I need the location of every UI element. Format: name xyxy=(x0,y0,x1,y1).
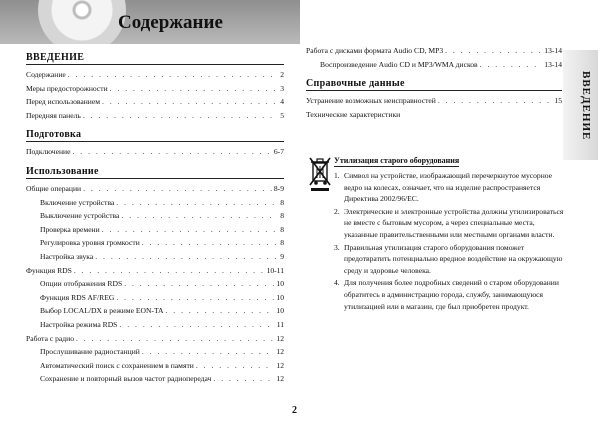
list-item: 2. Электрические и электронные устройства должны утилизироваться не вместе с бытовым мусором, а через специальные места, указанные правительственными или местными органами власти. xyxy=(334,206,566,241)
disc-graphic xyxy=(38,0,126,44)
toc-entry-label: Регулировка уровня громкости xyxy=(40,238,140,248)
leader-dots xyxy=(116,198,278,207)
toc-entry-label: Функция RDS AF/REG xyxy=(40,292,115,302)
toc-subentry[interactable] xyxy=(26,293,284,307)
toc-entry-label: Прослушивание радиостанций xyxy=(40,347,140,357)
toc-entry-page: 12 xyxy=(276,374,284,384)
toc-entry-page: 12 xyxy=(276,333,284,343)
leader-dots xyxy=(68,70,278,79)
toc-entry[interactable] xyxy=(306,96,562,110)
leader-dots xyxy=(102,97,278,106)
toc-entry-label: Содержание xyxy=(26,70,66,79)
toc-entry-page: 5 xyxy=(280,110,284,120)
toc-entry[interactable] xyxy=(26,70,284,84)
toc-entry-page: 13-14 xyxy=(544,59,562,69)
toc-entry-page: 2 xyxy=(280,70,284,79)
leader-dots xyxy=(83,111,278,120)
toc-entry-page: 13-14 xyxy=(544,46,562,55)
toc-entry-label: Общие операции xyxy=(26,183,82,193)
page-number: 2 xyxy=(292,405,297,416)
toc-entry-label: Подключение xyxy=(26,147,71,157)
toc-entry-page: 15 xyxy=(554,96,562,106)
toc-entry-label: Функция RDS xyxy=(26,265,72,275)
recycling-text: Для получения более подробных сведений о старом оборудовании обратитесь в администрацию города, службу, занимающуюся утилизацией или в магазин, где был приобретен продукт. xyxy=(344,278,559,311)
toc-entry[interactable] xyxy=(26,97,284,111)
toc-entry-label: Выключение устройства xyxy=(40,211,120,221)
page-title: Содержание xyxy=(118,12,223,33)
recycling-text: Символ на устройстве, изображающий перечеркнутое мусорное ведро на колесах, означает, что на изделие распространяется Директива 2002/96/EC. xyxy=(344,171,553,204)
toc-entry-label: Передняя панель xyxy=(26,110,81,120)
toc-subentry[interactable] xyxy=(26,252,284,266)
toc-entry-label: Меры предосторожности xyxy=(26,83,108,93)
toc-entry[interactable] xyxy=(306,46,562,60)
toc-entry-page: 8 xyxy=(280,211,284,221)
leader-dots xyxy=(116,293,274,302)
toc-entry-page: 8 xyxy=(280,224,284,234)
toc-entry[interactable] xyxy=(26,84,284,98)
leader-dots xyxy=(95,252,278,261)
toc-entry-page: 4 xyxy=(280,97,284,107)
leader-dots xyxy=(110,84,279,93)
toc-subentry[interactable] xyxy=(26,198,284,212)
toc-entry[interactable] xyxy=(26,334,284,348)
section-heading-preparation: Подготовка xyxy=(26,129,284,142)
toc-entry[interactable] xyxy=(26,147,284,161)
leader-dots xyxy=(102,225,279,234)
toc-subentry[interactable] xyxy=(26,306,284,320)
toc-entry[interactable] xyxy=(26,184,284,198)
leader-dots xyxy=(119,320,274,329)
toc-right-column xyxy=(306,46,562,123)
list-item: 1. Символ на устройстве, изображающий перечеркнутое мусорное ведро на колесах, означает, что на изделие распространяется Директива 2002/96/EC. xyxy=(334,170,566,205)
section-heading-intro: ВВЕДЕНИЕ xyxy=(26,52,284,65)
section-heading-reference: Справочные данные xyxy=(306,78,562,91)
toc-entry-label: Проверка времени xyxy=(40,224,100,234)
crossed-bin-icon xyxy=(308,154,332,192)
toc-entry-page: 8 xyxy=(280,197,284,207)
toc-entry-page: 9 xyxy=(280,251,284,261)
toc-subentry[interactable] xyxy=(26,374,284,388)
leader-dots xyxy=(83,184,272,193)
toc-entry-page: 12 xyxy=(276,360,284,370)
section-heading-usage: Использование xyxy=(26,166,284,179)
leader-dots xyxy=(196,361,275,370)
toc-subentry[interactable] xyxy=(26,361,284,375)
toc-entry-label: Перед использованием xyxy=(26,97,101,107)
toc-subentry[interactable] xyxy=(26,211,284,225)
toc-entry-label: Воспроизведение Audio CD и MP3/WMA дисков xyxy=(320,59,478,69)
recycling-list xyxy=(334,170,566,313)
toc-entry-page: 6-7 xyxy=(273,147,284,157)
toc-subentry[interactable] xyxy=(26,225,284,239)
toc-entry-page: 3 xyxy=(280,83,284,93)
toc-left-column xyxy=(26,52,284,388)
toc-entry-page: 8 xyxy=(280,238,284,248)
leader-dots xyxy=(142,238,278,247)
toc-entry-label: Настройка режима RDS xyxy=(40,319,118,329)
toc-entry-tech-specs[interactable]: Технические характеристики xyxy=(306,109,401,119)
leader-dots xyxy=(142,347,275,356)
toc-entry-label: Опции отображения RDS xyxy=(40,279,123,289)
toc-entry-label: Сохранение и повторный вызов частот радиопередач xyxy=(40,374,212,384)
list-item: 4. Для получения более подробных сведений о старом оборудовании обратитесь в администрацию города, службу, занимающуюся утилизацией или в магазин, где был приобретен продукт. xyxy=(334,277,566,312)
leader-dots xyxy=(438,96,553,105)
toc-subentry[interactable] xyxy=(306,60,562,74)
leader-dots xyxy=(74,266,265,275)
toc-entry-label: Устранение возможных неисправностей xyxy=(306,96,436,106)
toc-entry-label: Автоматический поиск с сохранением в памяти xyxy=(40,360,194,370)
toc-entry-page: 10 xyxy=(276,292,284,302)
toc-subentry[interactable] xyxy=(26,320,284,334)
side-tab-label: ВВЕДЕНИЕ xyxy=(580,71,592,141)
toc-entry-label: Включение устройства xyxy=(40,197,115,207)
header-banner xyxy=(0,0,300,44)
toc-entry-label: Работа с радио xyxy=(26,333,74,343)
toc-entry-label: Выбор LOCAL/DX в режиме EON-TA xyxy=(40,306,164,316)
toc-entry-page: 8-9 xyxy=(273,183,284,193)
toc-entry-page: 10 xyxy=(276,306,284,316)
toc-subentry[interactable] xyxy=(26,347,284,361)
leader-dots xyxy=(213,374,274,383)
toc-subentry[interactable] xyxy=(26,279,284,293)
leader-dots xyxy=(166,306,275,315)
toc-entry-page: 10 xyxy=(276,279,284,289)
toc-entry-page: 12 xyxy=(276,347,284,357)
toc-entry-page: 10-11 xyxy=(266,265,284,275)
leader-dots xyxy=(480,60,543,69)
recycling-text: Правильная утилизация старого оборудования поможет предотвратить потенциально вредное воздействие на окружающую среду и здоровье человека. xyxy=(344,242,563,275)
toc-entry[interactable] xyxy=(26,111,284,125)
leader-dots xyxy=(124,279,274,288)
leader-dots xyxy=(121,211,278,220)
recycling-text: Электрические и электронные устройства должны утилизироваться не вместе с бытовым мусором, а через специальные места, указанные правительственными или местными органами власти. xyxy=(344,206,564,239)
toc-subentry[interactable] xyxy=(26,238,284,252)
list-item: 3. Правильная утилизация старого оборудования поможет предотвратить потенциально вредное воздействие на окружающую среду и здоровье человека. xyxy=(334,242,566,277)
leader-dots xyxy=(445,46,542,55)
toc-entry-page: 11 xyxy=(276,319,284,329)
toc-entry-label: Работа с дисками формата Audio CD, MP3 xyxy=(306,46,444,55)
leader-dots xyxy=(76,334,274,343)
toc-entry-label: Настройка звука xyxy=(40,251,94,261)
leader-dots xyxy=(72,147,271,156)
toc-entry[interactable] xyxy=(26,266,284,280)
recycling-title: Утилизация старого оборудования xyxy=(334,156,460,165)
